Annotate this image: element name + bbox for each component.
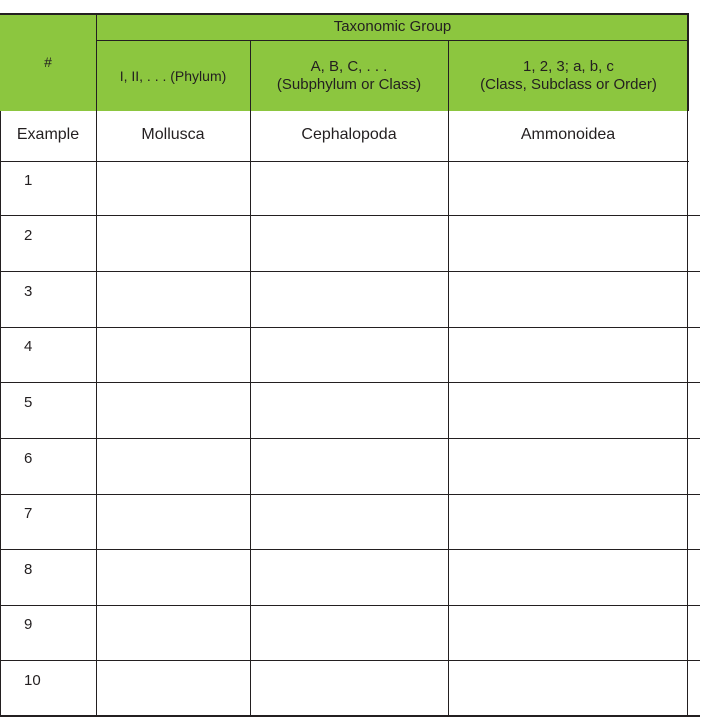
body-right-border (687, 111, 688, 717)
header-order-line1: 1, 2, 3; a, b, c (523, 58, 614, 75)
header-order-line2: (Class, Subclass or Order) (480, 76, 657, 93)
header-phylum: I, II, . . . (Phylum) (119, 68, 227, 84)
row-number: 3 (24, 283, 33, 300)
body-left-border (0, 111, 1, 717)
body-vline-1 (96, 111, 97, 717)
row-line (0, 494, 700, 495)
header-order (448, 44, 689, 108)
row-line (0, 549, 700, 550)
row-line (0, 438, 700, 439)
header-taxonomic-group: Taxonomic Group (333, 17, 452, 35)
row-number: 9 (24, 616, 33, 633)
row-number: 4 (24, 338, 33, 355)
body-vline-2 (250, 111, 251, 717)
header-class (250, 44, 448, 108)
body-vline-3 (448, 111, 449, 717)
row-number: 6 (24, 450, 33, 467)
header-class-line2: (Subphylum or Class) (276, 76, 422, 93)
example-label: Example (16, 126, 80, 143)
row-line (0, 271, 700, 272)
row-number: 2 (24, 227, 33, 244)
row-number: 8 (24, 561, 33, 578)
row-number: 7 (24, 505, 33, 522)
row-number: 10 (24, 672, 41, 689)
row-line (0, 605, 700, 606)
example-class: Cephalopoda (301, 126, 397, 143)
row-line (0, 327, 700, 328)
row-line (0, 660, 700, 661)
row-number: 1 (24, 172, 33, 189)
example-order: Ammonoidea (520, 126, 616, 143)
row-number: 5 (24, 394, 33, 411)
row-line (0, 382, 700, 383)
header-hash: # (44, 54, 52, 70)
row-line (0, 161, 689, 162)
row-line (0, 215, 700, 216)
example-phylum: Mollusca (141, 126, 205, 143)
header-class-line1: A, B, C, . . . (310, 58, 388, 75)
